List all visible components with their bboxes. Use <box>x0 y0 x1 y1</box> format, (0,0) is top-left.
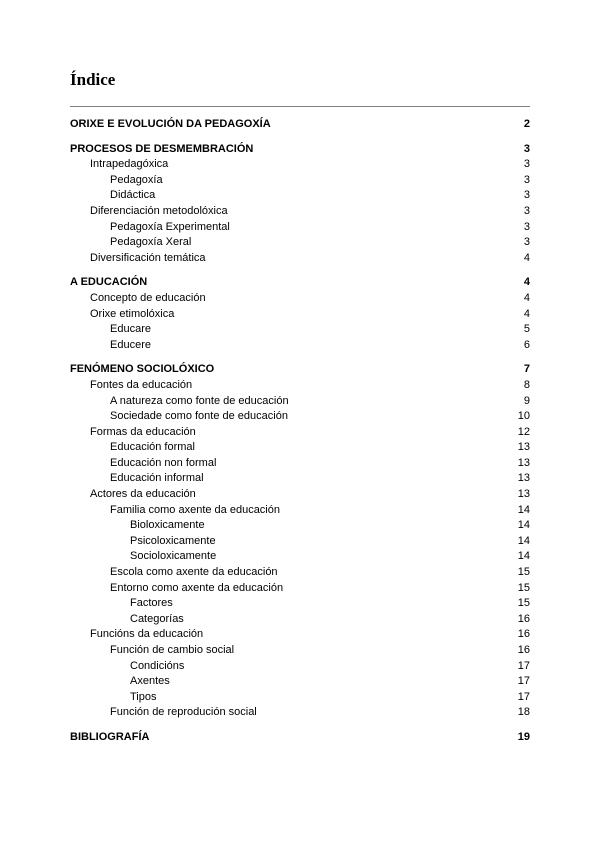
toc-entry-page-number: 13 <box>517 441 530 454</box>
toc-entry-label: Educación non formal <box>110 456 217 469</box>
toc-entry-label: FENÓMENO SOCIOLÓXICO <box>70 363 215 376</box>
toc-entry-page-number: 10 <box>517 410 530 423</box>
title-divider <box>70 106 530 107</box>
toc-entry <box>70 157 530 173</box>
toc-entry <box>70 235 530 251</box>
toc-entry-page-number: 15 <box>517 581 530 594</box>
toc-entry-page-number: 4 <box>523 251 530 264</box>
toc-entry-label: Formas da educación <box>90 425 196 438</box>
toc-entry-page-number: 3 <box>523 158 530 171</box>
toc-entry-page-number: 4 <box>523 276 530 289</box>
toc-entry <box>70 705 530 721</box>
toc-entry <box>70 503 530 519</box>
toc-entry <box>70 291 530 307</box>
toc-entry <box>70 674 530 690</box>
toc-entry-page-number: 5 <box>523 323 530 336</box>
toc-entry <box>70 730 530 746</box>
toc-entry-label: Entorno como axente da educación <box>110 581 284 594</box>
toc-entry-page-number: 3 <box>523 220 530 233</box>
toc-entry-label: Diversificación temática <box>90 251 206 264</box>
toc-entry <box>70 338 530 354</box>
toc-entry-page-number: 14 <box>517 503 530 516</box>
toc-entry-page-number: 3 <box>523 204 530 217</box>
toc-entry-page-number: 13 <box>517 488 530 501</box>
toc-entry <box>70 362 530 378</box>
toc-entry <box>70 394 530 410</box>
toc-entry-page-number: 13 <box>517 472 530 485</box>
toc-entry-label: Sociedade como fonte de educación <box>110 410 288 423</box>
toc-entry-label: Funcións da educación <box>90 628 204 641</box>
toc-entry-page-number: 13 <box>517 456 530 469</box>
toc-entry-label: Familia como axente da educación <box>110 503 280 516</box>
toc-entry <box>70 440 530 456</box>
toc-entry <box>70 596 530 612</box>
toc-entry-page-number: 4 <box>523 307 530 320</box>
toc-entry-page-number: 3 <box>523 236 530 249</box>
toc-entry-page-number: 3 <box>523 142 530 155</box>
toc-entry-label: Concepto de educación <box>90 291 206 304</box>
toc-entry-page-number: 14 <box>517 550 530 563</box>
toc-entry <box>70 117 530 133</box>
toc-entry <box>70 142 530 158</box>
toc-entry <box>70 173 530 189</box>
toc-entry-label: Psicoloxicamente <box>130 534 216 547</box>
toc-entry-label: A EDUCACIÓN <box>70 276 148 289</box>
toc-entry-label: PROCESOS DE DESMEMBRACIÓN <box>70 142 254 155</box>
toc-entry <box>70 518 530 534</box>
toc-entry <box>70 487 530 503</box>
toc-entry <box>70 690 530 706</box>
toc-entry-page-number: 6 <box>523 338 530 351</box>
toc-entry-page-number: 14 <box>517 519 530 532</box>
toc-entry-label: Actores da educación <box>90 488 196 501</box>
toc-entry <box>70 322 530 338</box>
toc-entry-label: Diferenciación metodolóxica <box>90 204 228 217</box>
toc-entry-label: Educación formal <box>110 441 195 454</box>
toc-entry-page-number: 4 <box>523 291 530 304</box>
toc-entry <box>70 659 530 675</box>
toc-entry-page-number: 17 <box>517 690 530 703</box>
toc-entry <box>70 251 530 267</box>
toc-entry <box>70 307 530 323</box>
toc-entry <box>70 549 530 565</box>
toc-entry-label: ORIXE E EVOLUCIÓN DA PEDAGOXÍA <box>70 118 271 130</box>
toc-entry-page-number: 12 <box>517 425 530 438</box>
toc-entry-label: Socioloxicamente <box>130 550 217 563</box>
toc-entry <box>70 188 530 204</box>
toc-entry-label: Didáctica <box>110 189 156 202</box>
toc-entry-label: Educación informal <box>110 472 204 485</box>
table-of-contents <box>70 117 530 746</box>
toc-entry <box>70 456 530 472</box>
toc-entry <box>70 612 530 628</box>
toc-entry-label: Pedagoxía Experimental <box>110 220 230 233</box>
toc-entry-page-number: 17 <box>517 675 530 688</box>
toc-entry <box>70 627 530 643</box>
toc-entry-label: A natureza como fonte de educación <box>110 394 289 407</box>
toc-entry-page-number: 14 <box>517 534 530 547</box>
toc-entry-label: Tipos <box>130 690 157 703</box>
toc-entry <box>70 581 530 597</box>
toc-entry <box>70 643 530 659</box>
toc-entry-label: Intrapedagóxica <box>90 158 169 171</box>
toc-entry-page-number: 16 <box>517 612 530 625</box>
toc-entry-label: Escola como axente da educación <box>110 566 278 579</box>
toc-entry-label: Pedagoxía Xeral <box>110 236 192 249</box>
toc-entry-page-number: 9 <box>523 394 530 407</box>
toc-entry-label: Categorías <box>130 612 184 625</box>
toc-entry <box>70 220 530 236</box>
toc-entry <box>70 204 530 220</box>
toc-entry-label: Orixe etimolóxica <box>90 307 175 320</box>
toc-entry-page-number: 7 <box>523 363 530 376</box>
toc-entry-page-number: 16 <box>517 644 530 656</box>
toc-entry-page-number: 15 <box>517 566 530 579</box>
toc-entry <box>70 378 530 394</box>
toc-entry-label: Pedagoxía <box>110 173 163 186</box>
toc-entry-page-number: 19 <box>517 730 530 743</box>
toc-entry-label: Fontes da educación <box>90 378 193 391</box>
toc-entry <box>70 565 530 581</box>
toc-entry-label: Función de cambio social <box>110 644 235 656</box>
toc-entry-page-number: 15 <box>517 597 530 610</box>
toc-entry <box>70 534 530 550</box>
toc-entry-page-number: 16 <box>517 628 530 641</box>
toc-entry <box>70 425 530 441</box>
toc-entry-label: Función de reprodución social <box>110 706 257 719</box>
toc-entry-page-number: 18 <box>517 706 530 719</box>
toc-entry-page-number: 2 <box>523 118 530 130</box>
toc-entry-page-number: 3 <box>523 173 530 186</box>
toc-entry-label: Bioloxicamente <box>130 519 205 532</box>
toc-entry-page-number: 17 <box>517 659 530 672</box>
toc-entry-page-number: 8 <box>523 378 530 391</box>
page-title: Índice <box>70 70 116 89</box>
toc-entry-label: BIBLIOGRAFÍA <box>70 730 150 743</box>
toc-entry-label: Factores <box>130 597 173 610</box>
toc-entry-label: Condicións <box>130 659 185 672</box>
toc-entry <box>70 471 530 487</box>
toc-entry-label: Educare <box>110 323 151 336</box>
toc-entry-label: Axentes <box>130 675 170 688</box>
toc-entry <box>70 275 530 291</box>
toc-entry-page-number: 3 <box>523 189 530 202</box>
toc-entry-label: Educere <box>110 338 151 351</box>
toc-entry <box>70 409 530 425</box>
